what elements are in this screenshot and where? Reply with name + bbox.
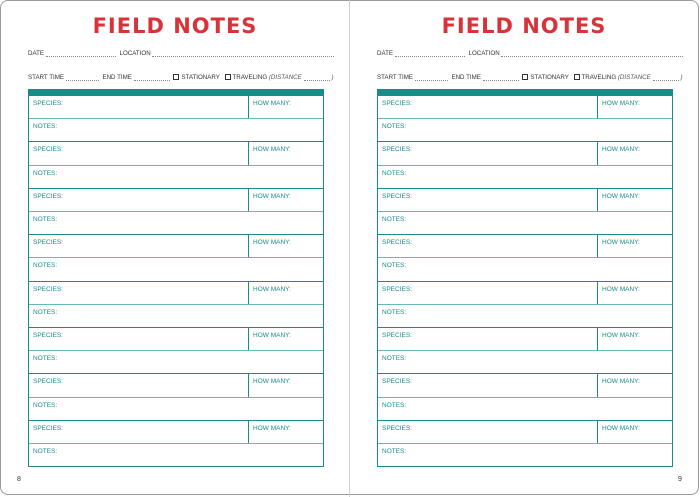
species-label: SPECIES: bbox=[33, 332, 63, 339]
species-label: SPECIES: bbox=[382, 332, 412, 339]
distance-label: (DISTANCE bbox=[268, 74, 302, 82]
left-page bbox=[0, 0, 349, 495]
date-location-row bbox=[28, 50, 324, 57]
species-label: SPECIES: bbox=[382, 192, 412, 200]
notes-row[interactable] bbox=[29, 258, 323, 281]
traveling-label: TRAVELING bbox=[581, 74, 617, 82]
how-many-label: HOW MANY: bbox=[253, 239, 291, 247]
distance-field[interactable] bbox=[653, 74, 679, 81]
notes-label: NOTES: bbox=[382, 169, 407, 177]
location-label: LOCATION bbox=[468, 50, 500, 57]
notes-label: NOTES: bbox=[33, 355, 58, 363]
species-label: SPECIES: bbox=[382, 378, 412, 386]
location-label: LOCATION bbox=[119, 50, 151, 57]
distance-close: ) bbox=[680, 74, 683, 82]
species-row[interactable] bbox=[378, 142, 672, 165]
location-field[interactable] bbox=[501, 50, 683, 57]
how-many-label: HOW MANY: bbox=[253, 192, 291, 200]
species-label: SPECIES: bbox=[33, 239, 63, 247]
column-divider bbox=[248, 235, 249, 257]
species-row[interactable] bbox=[378, 282, 672, 305]
species-label: SPECIES: bbox=[382, 285, 412, 293]
how-many-label: HOW MANY: bbox=[602, 332, 640, 339]
traveling-checkbox[interactable] bbox=[574, 74, 580, 80]
species-row[interactable] bbox=[29, 374, 323, 397]
column-divider bbox=[248, 282, 249, 304]
start-time-label: START TIME bbox=[377, 74, 413, 82]
notes-row[interactable] bbox=[29, 212, 323, 235]
notes-label: NOTES: bbox=[33, 448, 58, 455]
how-many-label: HOW MANY: bbox=[253, 100, 291, 107]
column-divider bbox=[248, 189, 249, 211]
end-time-label: END TIME bbox=[102, 74, 132, 82]
column-divider bbox=[597, 374, 598, 396]
time-row bbox=[28, 74, 334, 82]
date-label: DATE bbox=[28, 50, 45, 57]
notes-row[interactable] bbox=[378, 258, 672, 281]
column-divider bbox=[597, 189, 598, 211]
notes-label: NOTES: bbox=[33, 262, 58, 270]
notes-label: NOTES: bbox=[33, 169, 58, 177]
species-label: SPECIES: bbox=[33, 146, 63, 154]
notes-row[interactable] bbox=[29, 398, 323, 421]
stationary-checkbox[interactable] bbox=[522, 74, 528, 80]
notes-row[interactable] bbox=[29, 444, 323, 467]
distance-label: (DISTANCE bbox=[617, 74, 651, 82]
start-time-field[interactable] bbox=[66, 74, 99, 81]
notes-row[interactable] bbox=[29, 305, 323, 328]
species-row[interactable] bbox=[378, 421, 672, 444]
notes-row[interactable] bbox=[29, 166, 323, 189]
notes-label: NOTES: bbox=[382, 308, 407, 316]
how-many-label: HOW MANY: bbox=[602, 239, 640, 247]
column-divider bbox=[597, 328, 598, 350]
column-divider bbox=[597, 282, 598, 304]
notes-label: NOTES: bbox=[382, 216, 407, 223]
notes-row[interactable] bbox=[378, 305, 672, 328]
end-time-field[interactable] bbox=[134, 74, 170, 81]
traveling-checkbox[interactable] bbox=[225, 74, 231, 80]
how-many-label: HOW MANY: bbox=[602, 378, 640, 386]
notes-label: NOTES: bbox=[382, 123, 407, 131]
column-divider bbox=[248, 328, 249, 350]
observation-table bbox=[377, 89, 673, 467]
notes-row[interactable] bbox=[378, 212, 672, 235]
start-time-field[interactable] bbox=[415, 74, 448, 81]
column-divider bbox=[248, 374, 249, 396]
how-many-label: HOW MANY: bbox=[253, 285, 291, 293]
page-number: 9 bbox=[678, 476, 682, 483]
observation-table bbox=[28, 89, 324, 467]
how-many-label: HOW MANY: bbox=[602, 100, 640, 107]
notes-row[interactable] bbox=[378, 444, 672, 467]
column-divider bbox=[597, 235, 598, 257]
how-many-label: HOW MANY: bbox=[253, 378, 291, 386]
column-divider bbox=[597, 142, 598, 164]
how-many-label: HOW MANY: bbox=[602, 146, 640, 154]
column-divider bbox=[597, 96, 598, 118]
notes-row[interactable] bbox=[29, 119, 323, 142]
time-row bbox=[377, 74, 683, 82]
notes-row[interactable] bbox=[378, 166, 672, 189]
notes-label: NOTES: bbox=[382, 401, 407, 409]
species-label: SPECIES: bbox=[382, 239, 412, 247]
notes-label: NOTES: bbox=[33, 123, 58, 131]
species-label: SPECIES: bbox=[382, 100, 412, 107]
species-label: SPECIES: bbox=[33, 192, 63, 200]
distance-field[interactable] bbox=[304, 74, 330, 81]
species-row[interactable] bbox=[29, 328, 323, 351]
species-label: SPECIES: bbox=[382, 424, 412, 432]
species-label: SPECIES: bbox=[33, 100, 63, 107]
species-row[interactable] bbox=[29, 235, 323, 258]
column-divider bbox=[597, 421, 598, 443]
species-row[interactable] bbox=[29, 142, 323, 165]
notes-label: NOTES: bbox=[33, 308, 58, 316]
notes-label: NOTES: bbox=[382, 262, 407, 270]
distance-close: ) bbox=[331, 74, 334, 82]
end-time-field[interactable] bbox=[483, 74, 519, 81]
notes-label: NOTES: bbox=[382, 448, 407, 455]
how-many-label: HOW MANY: bbox=[602, 424, 640, 432]
notes-label: NOTES: bbox=[33, 401, 58, 409]
date-location-row bbox=[377, 50, 673, 57]
species-row[interactable] bbox=[378, 235, 672, 258]
species-row[interactable] bbox=[29, 189, 323, 212]
species-label: SPECIES: bbox=[33, 285, 63, 293]
how-many-label: HOW MANY: bbox=[253, 424, 291, 432]
species-row[interactable] bbox=[378, 328, 672, 351]
how-many-label: HOW MANY: bbox=[602, 285, 640, 293]
page-title: FIELD NOTES bbox=[441, 14, 607, 38]
species-label: SPECIES: bbox=[382, 146, 412, 154]
species-label: SPECIES: bbox=[33, 378, 63, 386]
traveling-label: TRAVELING bbox=[232, 74, 268, 82]
notes-row[interactable] bbox=[378, 398, 672, 421]
how-many-label: HOW MANY: bbox=[253, 146, 291, 154]
page-number: 8 bbox=[17, 476, 21, 483]
species-row[interactable] bbox=[378, 96, 672, 119]
notes-row[interactable] bbox=[29, 351, 323, 374]
species-row[interactable] bbox=[378, 374, 672, 397]
species-label: SPECIES: bbox=[33, 424, 63, 432]
end-time-label: END TIME bbox=[451, 74, 481, 82]
right-page bbox=[350, 0, 699, 495]
date-field[interactable] bbox=[46, 50, 116, 57]
start-time-label: START TIME bbox=[28, 74, 64, 82]
column-divider bbox=[248, 96, 249, 118]
date-label: DATE bbox=[377, 50, 394, 57]
location-field[interactable] bbox=[152, 50, 334, 57]
column-divider bbox=[248, 421, 249, 443]
notes-row[interactable] bbox=[378, 119, 672, 142]
column-divider bbox=[248, 142, 249, 164]
notes-label: NOTES: bbox=[382, 355, 407, 363]
page-title: FIELD NOTES bbox=[92, 14, 258, 38]
how-many-label: HOW MANY: bbox=[253, 332, 291, 339]
notes-label: NOTES: bbox=[33, 216, 58, 223]
stationary-checkbox[interactable] bbox=[173, 74, 179, 80]
species-row[interactable] bbox=[29, 96, 323, 119]
species-row[interactable] bbox=[29, 421, 323, 444]
date-field[interactable] bbox=[395, 50, 465, 57]
stationary-label: STATIONARY bbox=[181, 74, 220, 82]
stationary-label: STATIONARY bbox=[530, 74, 569, 82]
species-row[interactable] bbox=[29, 282, 323, 305]
species-row[interactable] bbox=[378, 189, 672, 212]
notes-row[interactable] bbox=[378, 351, 672, 374]
how-many-label: HOW MANY: bbox=[602, 192, 640, 200]
